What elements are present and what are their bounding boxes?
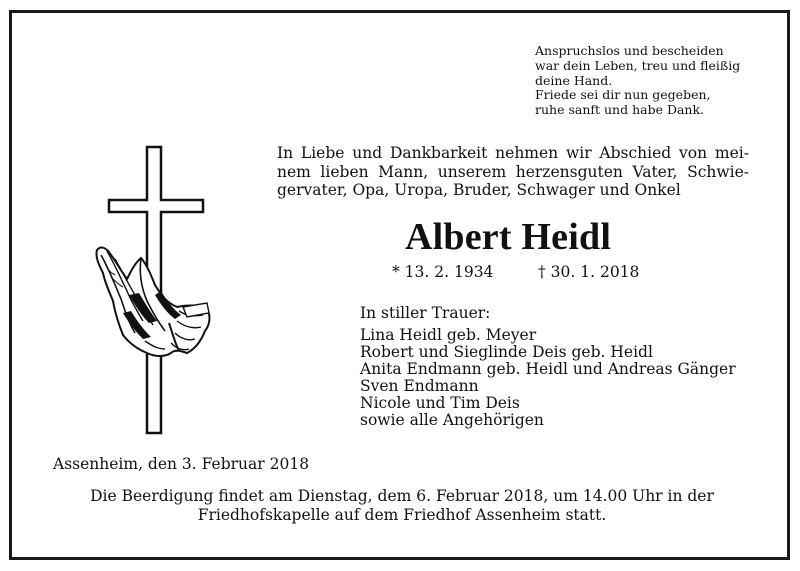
mourner-name: Nicole und Tim Deis [360, 394, 520, 412]
poem-line: deine Hand. [535, 72, 613, 88]
death-date: † 30. 1. 2018 [538, 263, 640, 281]
poem-line: ruhe sanft und habe Dank. [535, 102, 705, 118]
poem-line: Anspruchslos und bescheiden [535, 43, 724, 58]
mourner-name: Sven Endmann [360, 377, 479, 395]
poem-line: Friede sei dir nun gegeben, [535, 87, 711, 103]
place-and-date: Assenheim, den 3. Februar 2018 [53, 455, 310, 473]
deceased-name: Albert Heidl [405, 216, 612, 258]
mourner-name: Robert und Sieglinde Deis geb. Heidl [360, 343, 653, 361]
poem-line: war dein Leben, treu und fleißig [535, 57, 741, 73]
mourner-name: Anita Endmann geb. Heidl und Andreas Gänger [360, 360, 736, 378]
mourning-label: In stiller Trauer: [360, 304, 491, 322]
funeral-line: Die Beerdigung findet am Dienstag, dem 6. Februar 2018, um 14.00 Uhr in der [90, 487, 714, 505]
birth-date: * 13. 2. 1934 [392, 263, 494, 281]
intro-line: nem lieben Mann, unserem herzensguten Vater, Schwie- [277, 162, 749, 181]
intro-line: In Liebe und Dankbarkeit nehmen wir Abschied von mei- [277, 144, 749, 162]
cross-with-hands-illustration [95, 145, 220, 435]
mourners-list [360, 327, 736, 429]
intro-line: gervater, Opa, Uropa, Bruder, Schwager und Onkel [277, 181, 681, 199]
intro-text [277, 144, 749, 200]
mourner-name: sowie alle Angehörigen [360, 411, 544, 429]
mourner-name: Lina Heidl geb. Meyer [360, 326, 537, 344]
funeral-notice [40, 487, 764, 525]
funeral-line: Friedhofskapelle auf dem Friedhof Assenheim statt. [197, 506, 607, 524]
poem [535, 44, 775, 118]
